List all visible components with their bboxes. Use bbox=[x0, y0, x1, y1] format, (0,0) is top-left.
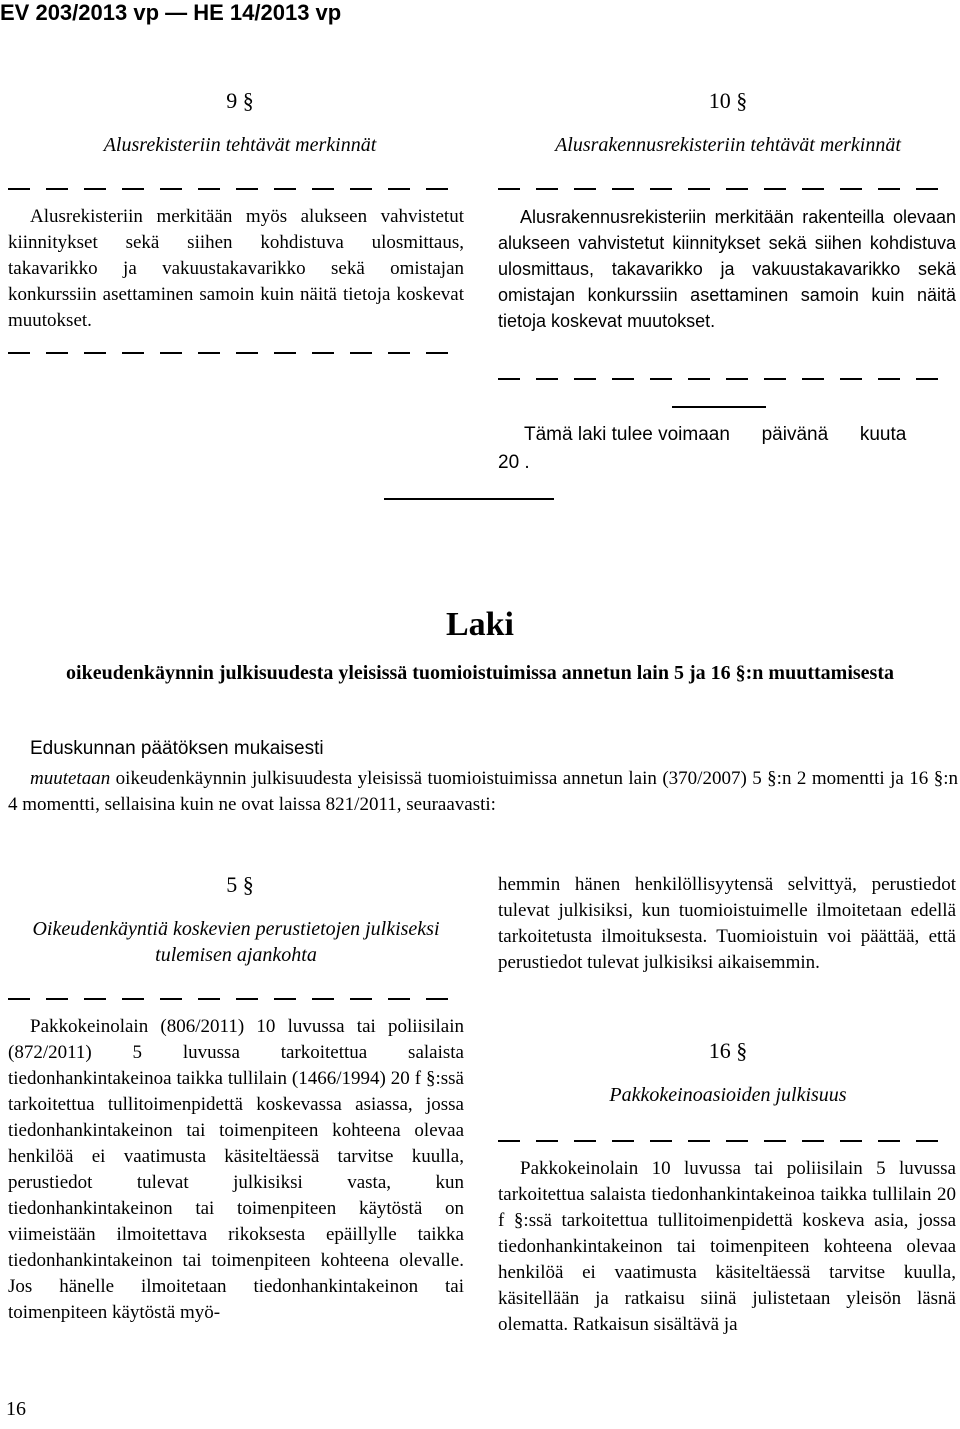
section-16-text: Pakkokeinolain 10 luvussa tai poliisilain 5 luvussa tarkoitettua salaista tiedonhankintakeinoa taikka tullilain 20 f §:ssä tarkoitettua tullitoimenpidettä koskeva asia, jossa tiedonhankintakeinon tai toimenpiteen kohteena olevaa henkilöä ei vaatimusta käsiteltäessä tarvitse kuulla, käsitellään ja ratkaisu siinä julistetaan yleisön läsnä olematta. Ratkaisun sisältävä ja bbox=[498, 1158, 956, 1335]
section-10-title: Alusrakennusrekisteriin tehtävät merkinnät bbox=[555, 134, 901, 156]
law-subtitle: oikeudenkäynnin julkisuudesta yleisissä tuomioistuimissa annetun lain 5 ja 16 §:n muuttamisesta bbox=[66, 662, 894, 684]
omission-dashes bbox=[8, 352, 462, 354]
amendment-verb: muutetaan bbox=[30, 768, 111, 789]
section-9-number: 9 § bbox=[226, 88, 254, 113]
separator-rule bbox=[384, 498, 554, 500]
section-5-text: Pakkokeinolain (806/2011) 10 luvussa tai poliisilain (872/2011) 5 luvussa tarkoitettua salaista tiedonhankintakeinoa taikka tullilain (1466/1994) 20 f §:ssä tarkoitettua tullitoimenpidettä koskevassa asiassa, jossa tiedonhankintakeinon tai toimenpiteen kohteena olevaa henkilöä ei vaatimusta käsiteltäessä tarvitse kuulla, perustiedot tulevat julkisiksi vasta, kun tiedonhankintakeinon tai toimenpiteen käytöstä on viimeistään ilmoitettava rikoksesta epäillylle taikka tiedonhankintakeinon tai toimenpiteen kohteena olevalle. Jos hänelle ilmoitetaan tiedonhankintakeinon tai toimenpiteen käytöstä myö- bbox=[8, 1016, 464, 1323]
entry-into-force-line1: Tämä laki tulee voimaan päivänä kuuta bbox=[524, 424, 907, 445]
section-10-number: 10 § bbox=[708, 88, 748, 113]
law-title: Laki bbox=[445, 606, 515, 643]
section-9-text: Alusrekisteriin merkitään myös alukseen vahvistetut kiinnitykset sekä siihen kohdistuva ulosmittaus, takavarikko ja vakuustakavarikko sekä omistajan konkurssiin asettaminen samoin kuin näitä tietoja koskevat muutokset. bbox=[8, 206, 464, 331]
section-16-number: 16 § bbox=[708, 1038, 748, 1063]
amendment-text: oikeudenkäynnin julkisuudesta yleisissä tuomioistuimissa annetun lain (370/2007) 5 §:n 2 momentti ja 16 §:n 4 momentti, sellaisina kuin ne ovat laissa 821/2011, seuraavasti: bbox=[8, 768, 958, 815]
omission-dashes bbox=[8, 998, 464, 1000]
section-10-text: Alusrakennusrekisteriin merkitään rakenteilla olevaan alukseen vahvistetut kiinnitykset sekä siihen kohdistuva ulosmittaus, takavarikko ja vakuustakavarikko sekä omistajan konkurssiin asettaminen samoin kuin näitä tietoja koskevat muutokset. bbox=[498, 207, 956, 331]
short-rule bbox=[672, 406, 766, 408]
section-16-title: Pakkokeinoasioiden julkisuus bbox=[609, 1084, 847, 1106]
entry-into-force-line2: 20 . bbox=[498, 452, 530, 473]
page-number: 16 bbox=[6, 1398, 26, 1420]
section-5-title: Oikeudenkäyntiä koskevien perustietojen julkiseksi tulemisen ajankohta bbox=[32, 918, 440, 966]
omission-dashes bbox=[498, 378, 954, 380]
section-5-number: 5 § bbox=[226, 872, 254, 897]
omission-dashes bbox=[8, 188, 462, 190]
amendment-clause bbox=[8, 766, 958, 818]
omission-dashes bbox=[498, 1140, 954, 1142]
document-header: EV 203/2013 vp — HE 14/2013 vp bbox=[0, 0, 342, 25]
enactment-clause: Eduskunnan päätöksen mukaisesti bbox=[30, 738, 324, 759]
section-9-title: Alusrekisteriin tehtävät merkinnät bbox=[103, 134, 377, 156]
omission-dashes bbox=[498, 188, 954, 190]
section-5-text-continued: hemmin hänen henkilöllisyytensä selvittyä, perustiedot tulevat julkisiksi, kun tuomioistuimelle ilmoitetaan edellä tarkoitetusta ilmoituksesta. Tuomioistuin voi päättää, että perustiedot tulevat julkisiksi aikaisemmin. bbox=[498, 874, 956, 973]
